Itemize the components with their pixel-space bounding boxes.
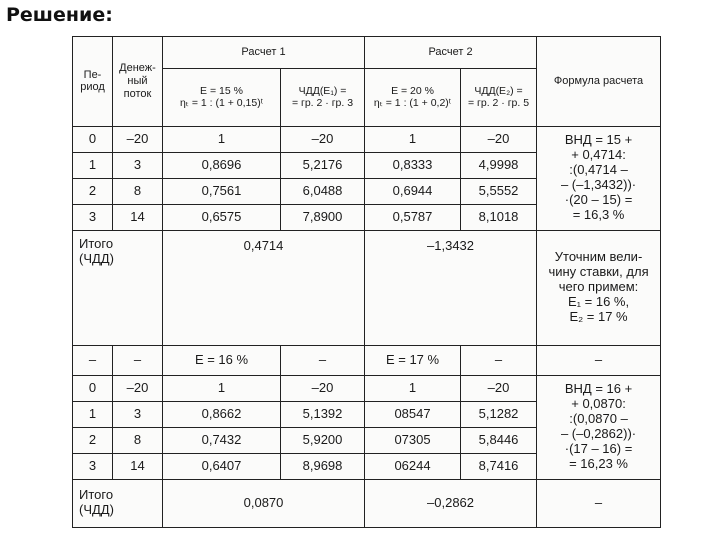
total-npv2-1: –1,3432	[365, 230, 537, 345]
npv2-cell: 8,7416	[461, 453, 537, 479]
factor1-cell: 0,8662	[163, 401, 281, 427]
factor1-cell: 0,7432	[163, 427, 281, 453]
col-header-calc2: Расчет 2	[365, 37, 537, 69]
npv2-cell: 8,1018	[461, 204, 537, 230]
calc2-npv-header	[461, 69, 537, 126]
calc1-rate: E = 15 %	[200, 85, 243, 98]
flow-cell: 3	[113, 401, 163, 427]
rates-row	[73, 345, 661, 375]
npv2-cell: 5,5552	[461, 178, 537, 204]
calc1-factor: ηₜ = 1 : (1 + 0,15)ᵗ	[179, 97, 264, 110]
npv2-cell: 4,9998	[461, 152, 537, 178]
factor1-cell: 0,8696	[163, 152, 281, 178]
factor2-cell: 1	[365, 126, 461, 152]
total-npv2-2: –0,2862	[365, 479, 537, 527]
npv2-cell: –20	[461, 375, 537, 401]
flow-cell: 8	[113, 178, 163, 204]
total-npv1-2: 0,0870	[163, 479, 365, 527]
factor2-cell: 07305	[365, 427, 461, 453]
flow-cell: 14	[113, 204, 163, 230]
factor2-cell: 0,6944	[365, 178, 461, 204]
factor1-cell: 0,6407	[163, 453, 281, 479]
dash-cell: –	[537, 345, 661, 375]
flow-cell: 3	[113, 152, 163, 178]
factor1-cell: 0,6575	[163, 204, 281, 230]
dash-cell: –	[73, 345, 113, 375]
irr-table	[72, 36, 661, 528]
factor2-cell: 08547	[365, 401, 461, 427]
period-cell: 1	[73, 152, 113, 178]
table-row	[73, 375, 661, 401]
factor2-cell: 0,8333	[365, 152, 461, 178]
npv1-cell: –20	[281, 375, 365, 401]
npv1-cell: –20	[281, 126, 365, 152]
factor1-cell: 1	[163, 126, 281, 152]
page-title: Решение:	[6, 4, 113, 26]
factor2-cell: 0,5787	[365, 204, 461, 230]
irr-formula-2: ВНД = 16 + + 0,0870: :(0,0870 – – (–0,2862))· ·(17 – 16) = = 16,23 %	[537, 375, 661, 479]
npv1-cell: 5,1392	[281, 401, 365, 427]
calc2-factor: ηₜ = 1 : (1 + 0,2)ᵗ	[373, 97, 452, 110]
dash-cell: –	[537, 479, 661, 527]
calc2-rate: E = 20 %	[391, 85, 434, 98]
factor2-cell: 1	[365, 375, 461, 401]
calc2-npv-expr: = гр. 2 · гр. 5	[467, 97, 530, 110]
npv1-cell: 7,8900	[281, 204, 365, 230]
npv1-cell: 6,0488	[281, 178, 365, 204]
total-label-2: Итого (ЧДД)	[73, 479, 163, 527]
period-cell: 3	[73, 204, 113, 230]
npv1-cell: 5,9200	[281, 427, 365, 453]
dash-cell: –	[461, 345, 537, 375]
calc1-npv-expr: = гр. 2 · гр. 3	[291, 97, 354, 110]
rate2-cell: E = 17 %	[365, 345, 461, 375]
calc1-npv-header	[281, 69, 365, 126]
header-row-top	[73, 37, 661, 69]
period-cell: 0	[73, 126, 113, 152]
dash-cell: –	[281, 345, 365, 375]
factor1-cell: 0,7561	[163, 178, 281, 204]
npv1-cell: 5,2176	[281, 152, 365, 178]
col-header-period: Пе- риод	[73, 37, 113, 127]
period-cell: 1	[73, 401, 113, 427]
calc1-factor-header	[163, 69, 281, 126]
total-npv1-1: 0,4714	[163, 230, 365, 345]
flow-cell: 8	[113, 427, 163, 453]
npv2-cell: –20	[461, 126, 537, 152]
total-row-2	[73, 479, 661, 527]
dash-cell: –	[113, 345, 163, 375]
total-label-1: Итого (ЧДД)	[73, 230, 163, 345]
col-header-formula: Формула расчета	[537, 37, 661, 127]
period-cell: 3	[73, 453, 113, 479]
rate1-cell: E = 16 %	[163, 345, 281, 375]
period-cell: 0	[73, 375, 113, 401]
irr-formula-1: ВНД = 15 + + 0,4714: :(0,4714 – – (–1,3432))· ·(20 – 15) = = 16,3 %	[537, 126, 661, 230]
col-header-calc1: Расчет 1	[163, 37, 365, 69]
table-row	[73, 126, 661, 152]
calc2-factor-header	[365, 69, 461, 126]
total-row-1	[73, 230, 661, 345]
npv2-cell: 5,8446	[461, 427, 537, 453]
npv1-cell: 8,9698	[281, 453, 365, 479]
factor2-cell: 06244	[365, 453, 461, 479]
calc1-npv-label: ЧДД(E₁) =	[298, 85, 347, 98]
factor1-cell: 1	[163, 375, 281, 401]
period-cell: 2	[73, 178, 113, 204]
flow-cell: –20	[113, 375, 163, 401]
npv2-cell: 5,1282	[461, 401, 537, 427]
calc2-npv-label: ЧДД(E₂) =	[474, 85, 523, 98]
col-header-cash-flow: Денеж- ный поток	[113, 37, 163, 127]
rate-refine-note: Уточним вели- чину ставки, для чего примем: E₁ = 16 %, E₂ = 17 %	[537, 230, 661, 345]
flow-cell: –20	[113, 126, 163, 152]
period-cell: 2	[73, 427, 113, 453]
flow-cell: 14	[113, 453, 163, 479]
